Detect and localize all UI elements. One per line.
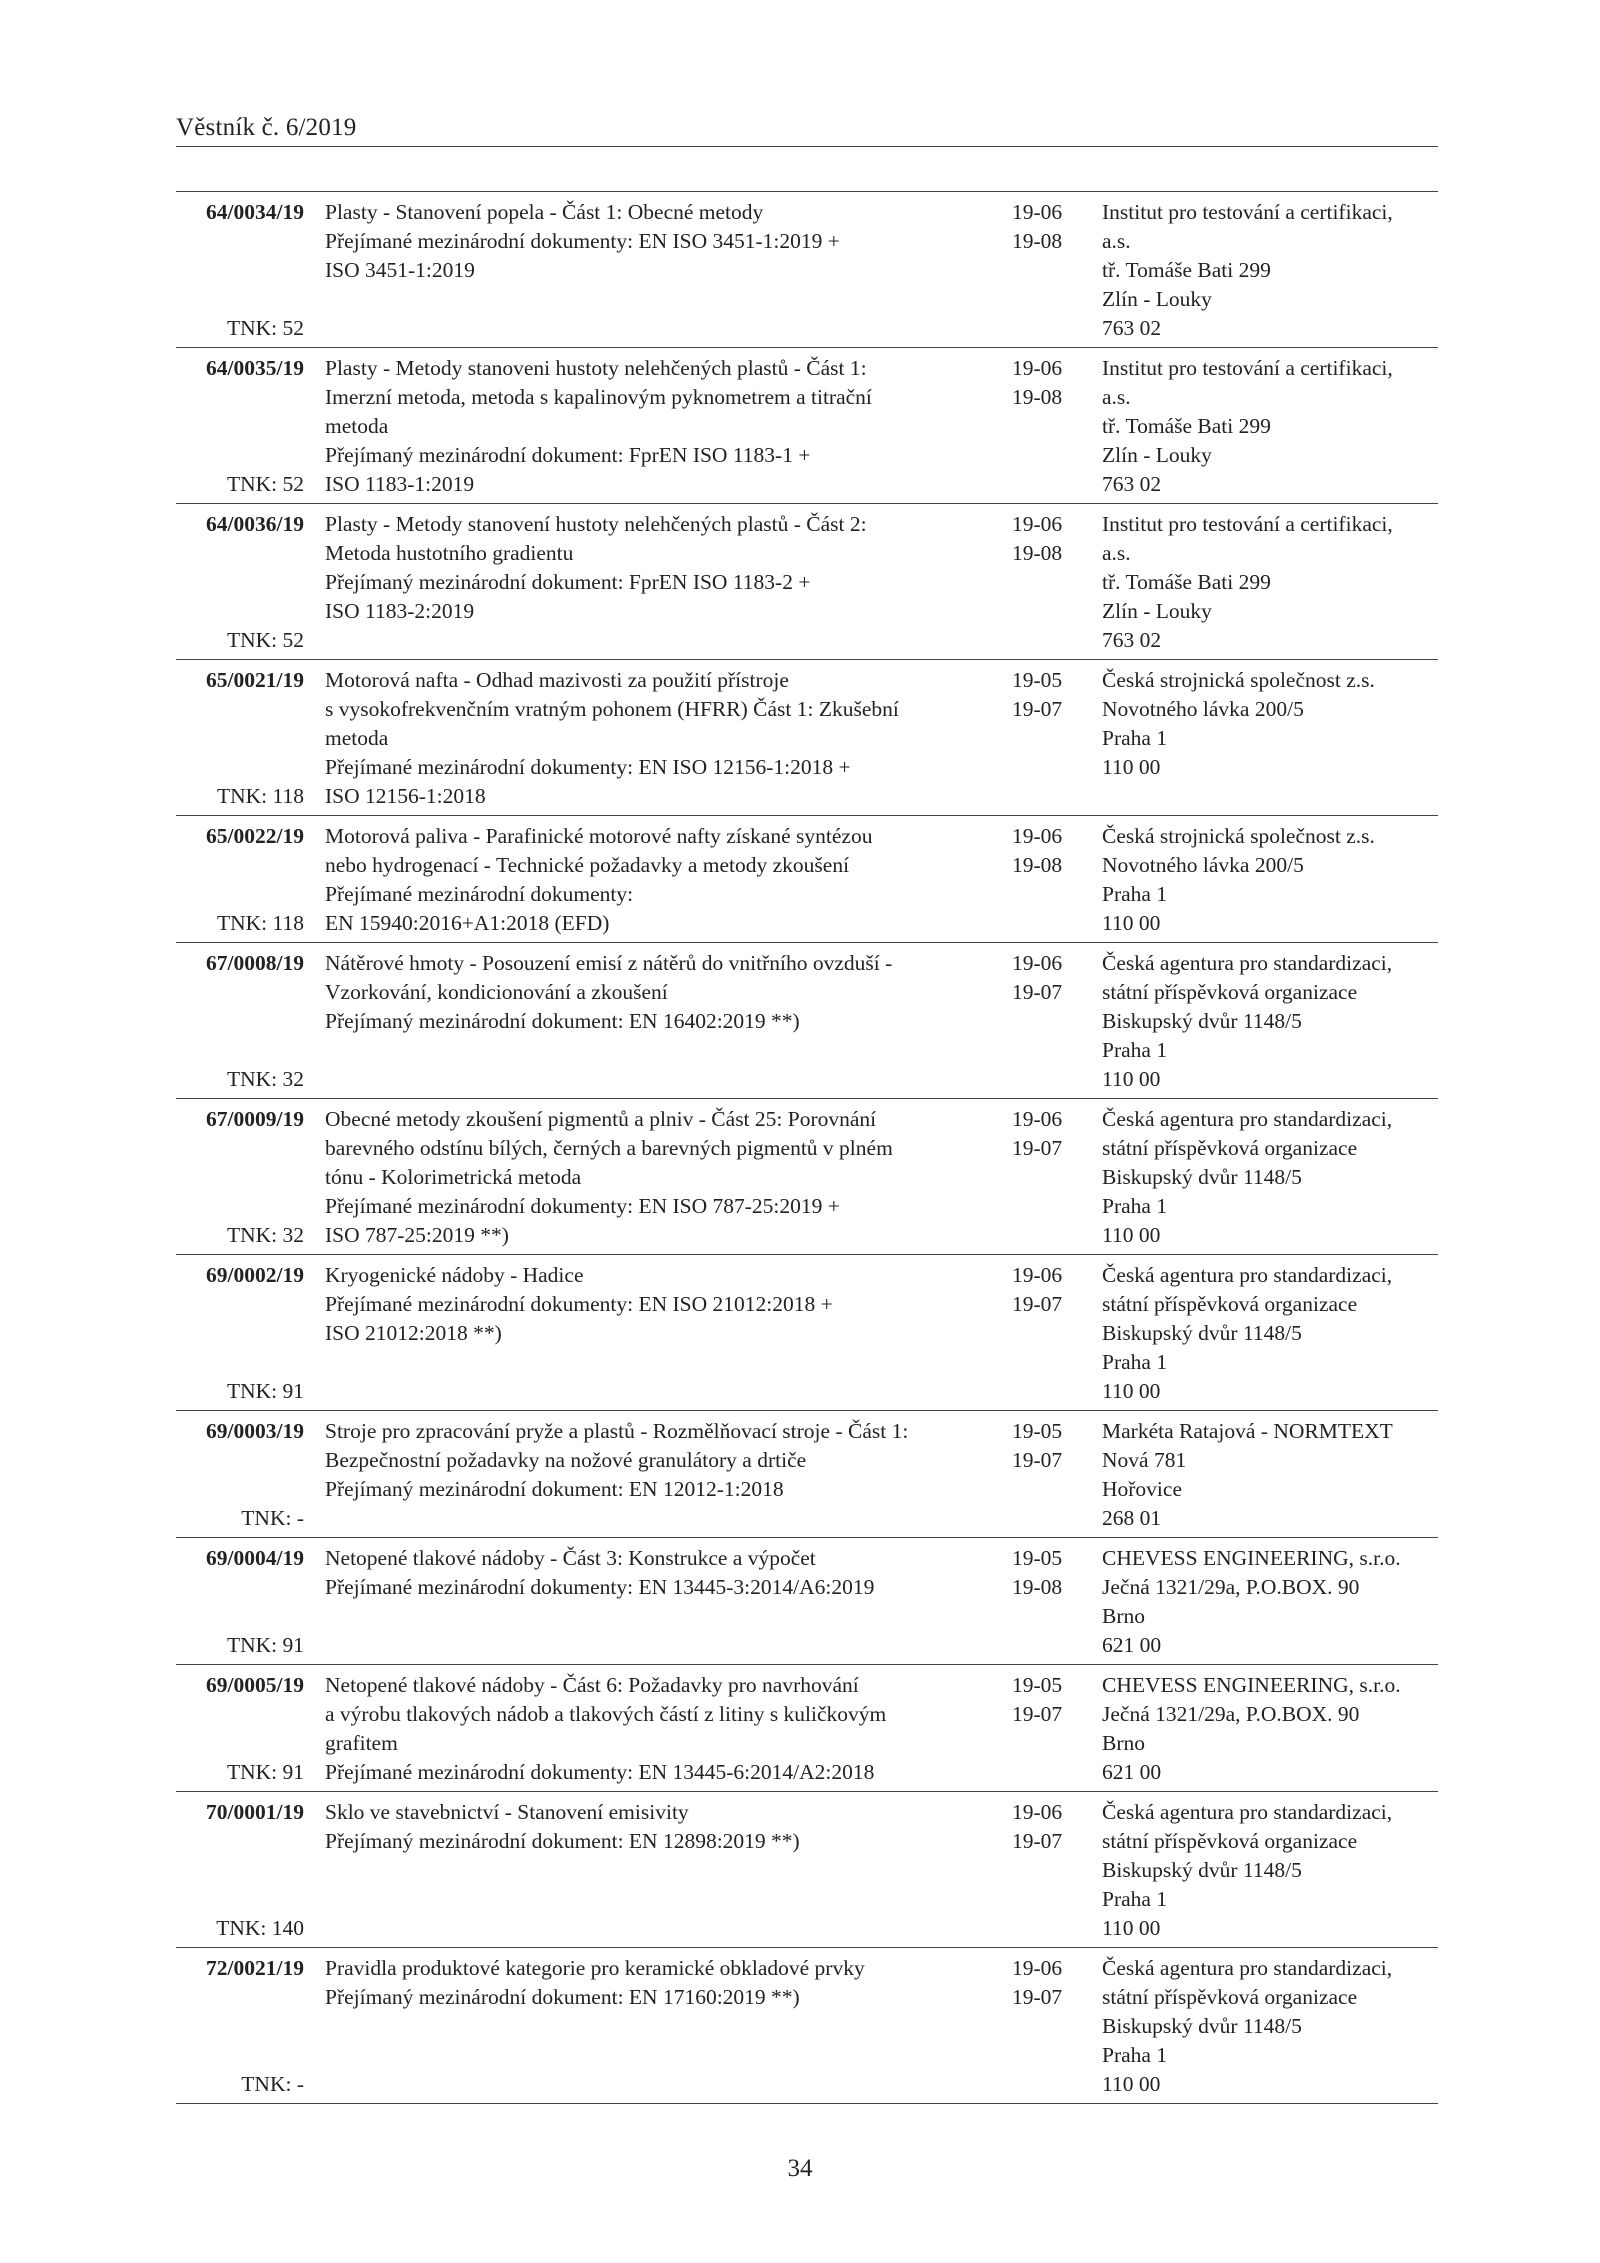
organization-line: Institut pro testování a certifikaci, — [1102, 200, 1393, 224]
description-line: a výrobu tlakových nádob a tlakových částí z litiny s kuličkovým — [325, 1702, 887, 1726]
organization-line: Hořovice — [1102, 1477, 1182, 1501]
description-cell — [325, 348, 995, 503]
description-cell — [325, 1538, 995, 1606]
date-line: 19-06 — [1012, 200, 1063, 224]
organization-line: 110 00 — [1102, 2072, 1161, 2096]
organization-line: Biskupský dvůr 1148/5 — [1102, 1321, 1302, 1345]
row-id-cell — [176, 1105, 304, 1250]
description-line: Stroje pro zpracování pryže a plastů - Rozmělňovací stroje - Část 1: — [325, 1419, 909, 1443]
date-line: 19-06 — [1012, 824, 1063, 848]
description-cell — [325, 660, 995, 815]
tnk-label: TNK: 32 — [226, 1067, 304, 1091]
description-line: barevného odstínu bílých, černých a barevných pigmentů v plném — [325, 1136, 893, 1160]
organization-cell — [1102, 822, 1442, 938]
organization-line: 110 00 — [1102, 755, 1161, 779]
description-cell — [325, 1665, 995, 1791]
organization-line: Ječná 1321/29a, P.O.BOX. 90 — [1102, 1575, 1360, 1599]
organization-cell — [1102, 1798, 1442, 1943]
description-line: Přejímaný mezinárodní dokument: EN 12898:2019 **) — [325, 1829, 800, 1853]
description-line: Motorová paliva - Parafinické motorové nafty získané syntézou — [325, 824, 873, 848]
organization-line: Praha 1 — [1102, 1038, 1168, 1062]
organization-cell — [1102, 354, 1442, 499]
organization-line: státní příspěvková organizace — [1102, 1829, 1358, 1853]
table-row — [176, 660, 1438, 816]
description-cell — [325, 1411, 995, 1508]
table-row — [176, 1665, 1438, 1792]
standards-table — [176, 191, 1438, 2104]
dates-cell — [1012, 1671, 1082, 1729]
organization-line: Česká agentura pro standardizaci, — [1102, 951, 1393, 975]
dates-cell — [1012, 1105, 1082, 1163]
date-line: 19-08 — [1012, 385, 1063, 409]
description-line: Přejímané mezinárodní dokumenty: — [325, 882, 634, 906]
tnk-label: TNK: 118 — [217, 911, 304, 935]
organization-line: 110 00 — [1102, 911, 1161, 935]
tnk-label: TNK: 91 — [226, 1633, 304, 1657]
row-id-cell — [176, 1671, 304, 1787]
organization-line: Zlín - Louky — [1102, 287, 1212, 311]
description-line: Přejímané mezinárodní dokumenty: EN ISO 21012:2018 + — [325, 1292, 833, 1316]
organization-line: 763 02 — [1102, 316, 1162, 340]
description-line: grafitem — [325, 1731, 398, 1755]
organization-line: Biskupský dvůr 1148/5 — [1102, 2014, 1302, 2038]
organization-line: Praha 1 — [1102, 2043, 1168, 2067]
organization-line: Česká agentura pro standardizaci, — [1102, 1107, 1393, 1131]
organization-line: 110 00 — [1102, 1916, 1161, 1940]
organization-cell — [1102, 1671, 1442, 1787]
table-row — [176, 1411, 1438, 1538]
organization-line: Novotného lávka 200/5 — [1102, 853, 1304, 877]
standard-number: 65/0021/19 — [206, 668, 304, 692]
organization-line: Zlín - Louky — [1102, 443, 1212, 467]
description-line: Přejímané mezinárodní dokumenty: EN ISO 787-25:2019 + — [325, 1194, 840, 1218]
description-line: nebo hydrogenací - Technické požadavky a metody zkoušení — [325, 853, 850, 877]
organization-line: Praha 1 — [1102, 1350, 1168, 1374]
organization-line: Česká agentura pro standardizaci, — [1102, 1800, 1393, 1824]
description-line: Přejímané mezinárodní dokumenty: EN 13445-3:2014/A6:2019 — [325, 1575, 875, 1599]
organization-cell — [1102, 666, 1442, 782]
dates-cell — [1012, 1261, 1082, 1319]
dates-cell — [1012, 354, 1082, 412]
organization-line: 110 00 — [1102, 1067, 1161, 1091]
organization-line: 763 02 — [1102, 472, 1162, 496]
dates-cell — [1012, 822, 1082, 880]
organization-cell — [1102, 1261, 1442, 1406]
date-line: 19-07 — [1012, 697, 1063, 721]
organization-line: Praha 1 — [1102, 1887, 1168, 1911]
standard-number: 67/0008/19 — [206, 951, 304, 975]
date-line: 19-06 — [1012, 1263, 1063, 1287]
row-id-cell — [176, 1798, 304, 1943]
standard-number: 64/0035/19 — [206, 356, 304, 380]
organization-line: Markéta Ratajová - NORMTEXT — [1102, 1419, 1393, 1443]
date-line: 19-05 — [1012, 1546, 1063, 1570]
organization-line: Praha 1 — [1102, 882, 1168, 906]
description-line: Přejímaný mezinárodní dokument: FprEN ISO 1183-1 + — [325, 443, 811, 467]
description-line: tónu - Kolorimetrická metoda — [325, 1165, 582, 1189]
row-id-cell — [176, 1261, 304, 1406]
table-row — [176, 943, 1438, 1099]
organization-line: Novotného lávka 200/5 — [1102, 697, 1304, 721]
organization-line: Česká agentura pro standardizaci, — [1102, 1956, 1393, 1980]
tnk-label: TNK: 52 — [226, 472, 304, 496]
table-row — [176, 192, 1438, 348]
description-cell — [325, 1099, 995, 1254]
description-cell — [325, 1255, 995, 1352]
description-cell — [325, 943, 995, 1040]
row-id-cell — [176, 1417, 304, 1533]
tnk-label: TNK: 32 — [226, 1223, 304, 1247]
organization-line: a.s. — [1102, 385, 1131, 409]
organization-line: státní příspěvková organizace — [1102, 1292, 1358, 1316]
organization-line: Biskupský dvůr 1148/5 — [1102, 1009, 1302, 1033]
description-line: Přejímané mezinárodní dokumenty: EN ISO 12156-1:2018 + — [325, 755, 851, 779]
dates-cell — [1012, 1417, 1082, 1475]
dates-cell — [1012, 1954, 1082, 2012]
description-line: Přejímané mezinárodní dokumenty: EN 13445-6:2014/A2:2018 — [325, 1760, 875, 1784]
organization-line: Brno — [1102, 1731, 1145, 1755]
organization-line: Česká strojnická společnost z.s. — [1102, 824, 1375, 848]
tnk-label: TNK: 91 — [226, 1760, 304, 1784]
organization-line: tř. Tomáše Bati 299 — [1102, 258, 1271, 282]
tnk-label: TNK: 52 — [226, 316, 304, 340]
tnk-label: TNK: 118 — [217, 784, 304, 808]
dates-cell — [1012, 949, 1082, 1007]
description-line: Netopené tlakové nádoby - Část 3: Konstrukce a výpočet — [325, 1546, 816, 1570]
date-line: 19-08 — [1012, 853, 1063, 877]
organization-line: a.s. — [1102, 229, 1131, 253]
organization-line: Praha 1 — [1102, 1194, 1168, 1218]
description-line: Imerzní metoda, metoda s kapalinovým pyknometrem a titrační — [325, 385, 872, 409]
organization-line: Zlín - Louky — [1102, 599, 1212, 623]
date-line: 19-07 — [1012, 1136, 1063, 1160]
dates-cell — [1012, 510, 1082, 568]
row-id-cell — [176, 1544, 304, 1660]
date-line: 19-07 — [1012, 1829, 1063, 1853]
organization-line: Nová 781 — [1102, 1448, 1187, 1472]
description-line: Přejímané mezinárodní dokumenty: EN ISO 3451-1:2019 + — [325, 229, 840, 253]
organization-line: Institut pro testování a certifikaci, — [1102, 356, 1393, 380]
description-line: Plasty - Metody stanoveni hustoty nelehčených plastů - Část 1: — [325, 356, 867, 380]
tnk-label: TNK: - — [241, 1506, 304, 1530]
organization-line: Ječná 1321/29a, P.O.BOX. 90 — [1102, 1702, 1360, 1726]
description-line: Netopené tlakové nádoby - Část 6: Požadavky pro navrhování — [325, 1673, 859, 1697]
table-row — [176, 348, 1438, 504]
standard-number: 69/0003/19 — [206, 1419, 304, 1443]
row-id-cell — [176, 354, 304, 499]
journal-title: Věstník č. 6/2019 — [176, 114, 357, 141]
date-line: 19-05 — [1012, 1673, 1063, 1697]
organization-line: Česká agentura pro standardizaci, — [1102, 1263, 1393, 1287]
description-line: ISO 3451-1:2019 — [325, 258, 475, 282]
organization-cell — [1102, 1417, 1442, 1533]
row-id-cell — [176, 1954, 304, 2099]
organization-line: 621 00 — [1102, 1633, 1162, 1657]
table-row — [176, 1792, 1438, 1948]
organization-line: 763 02 — [1102, 628, 1162, 652]
tnk-label: TNK: 91 — [226, 1379, 304, 1403]
organization-line: státní příspěvková organizace — [1102, 1136, 1358, 1160]
organization-cell — [1102, 1954, 1442, 2099]
description-line: Plasty - Metody stanovení hustoty nelehčených plastů - Část 2: — [325, 512, 867, 536]
description-line: metoda — [325, 414, 389, 438]
description-line: metoda — [325, 726, 389, 750]
description-cell — [325, 504, 995, 630]
date-line: 19-08 — [1012, 541, 1063, 565]
organization-line: 268 01 — [1102, 1506, 1162, 1530]
tnk-label: TNK: 52 — [226, 628, 304, 652]
date-line: 19-05 — [1012, 1419, 1063, 1443]
description-line: ISO 12156-1:2018 — [325, 784, 486, 808]
standard-number: 64/0034/19 — [206, 200, 304, 224]
description-line: Sklo ve stavebnictví - Stanovení emisivity — [325, 1800, 689, 1824]
description-line: Kryogenické nádoby - Hadice — [325, 1263, 584, 1287]
table-row — [176, 504, 1438, 660]
organization-line: CHEVESS ENGINEERING, s.r.o. — [1102, 1546, 1401, 1570]
organization-cell — [1102, 198, 1442, 343]
standard-number: 69/0002/19 — [206, 1263, 304, 1287]
description-line: Metoda hustotního gradientu — [325, 541, 574, 565]
organization-line: státní příspěvková organizace — [1102, 1985, 1358, 2009]
date-line: 19-07 — [1012, 1985, 1063, 2009]
description-line: ISO 1183-1:2019 — [325, 472, 475, 496]
organization-line: CHEVESS ENGINEERING, s.r.o. — [1102, 1673, 1401, 1697]
standard-number: 65/0022/19 — [206, 824, 304, 848]
date-line: 19-07 — [1012, 1292, 1063, 1316]
organization-line: 110 00 — [1102, 1223, 1161, 1247]
description-cell — [325, 1948, 995, 2016]
table-row — [176, 1099, 1438, 1255]
description-line: Přejímaný mezinárodní dokument: EN 16402:2019 **) — [325, 1009, 800, 1033]
row-id-cell — [176, 198, 304, 343]
page-header — [176, 108, 1438, 147]
row-id-cell — [176, 666, 304, 811]
organization-cell — [1102, 949, 1442, 1094]
dates-cell — [1012, 1544, 1082, 1602]
table-row — [176, 1255, 1438, 1411]
organization-line: Institut pro testování a certifikaci, — [1102, 512, 1393, 536]
description-line: Nátěrové hmoty - Posouzení emisí z nátěrů do vnitřního ovzduší - — [325, 951, 893, 975]
description-line: ISO 21012:2018 **) — [325, 1321, 502, 1345]
date-line: 19-06 — [1012, 1800, 1063, 1824]
organization-cell — [1102, 1105, 1442, 1250]
standard-number: 69/0005/19 — [206, 1673, 304, 1697]
standard-number: 72/0021/19 — [206, 1956, 304, 1980]
row-id-cell — [176, 510, 304, 655]
date-line: 19-06 — [1012, 1107, 1063, 1131]
tnk-label: TNK: 140 — [216, 1916, 304, 1940]
date-line: 19-06 — [1012, 512, 1063, 536]
organization-line: 110 00 — [1102, 1379, 1161, 1403]
table-row — [176, 1948, 1438, 2104]
description-cell — [325, 1792, 995, 1860]
standard-number: 67/0009/19 — [206, 1107, 304, 1131]
standard-number: 70/0001/19 — [206, 1800, 304, 1824]
page-number: 34 — [787, 2155, 813, 2182]
description-line: Bezpečnostní požadavky na nožové granulátory a drtiče — [325, 1448, 807, 1472]
tnk-label: TNK: - — [241, 2072, 304, 2096]
description-line: ISO 787-25:2019 **) — [325, 1223, 509, 1247]
date-line: 19-07 — [1012, 980, 1063, 1004]
organization-line: Brno — [1102, 1604, 1145, 1628]
date-line: 19-05 — [1012, 668, 1063, 692]
organization-cell — [1102, 1544, 1442, 1660]
organization-cell — [1102, 510, 1442, 655]
date-line: 19-06 — [1012, 1956, 1063, 1980]
dates-cell — [1012, 666, 1082, 724]
row-id-cell — [176, 949, 304, 1094]
organization-line: tř. Tomáše Bati 299 — [1102, 570, 1271, 594]
description-line: Plasty - Stanovení popela - Část 1: Obecné metody — [325, 200, 764, 224]
description-line: Přejímaný mezinárodní dokument: FprEN ISO 1183-2 + — [325, 570, 811, 594]
date-line: 19-06 — [1012, 951, 1063, 975]
standard-number: 69/0004/19 — [206, 1546, 304, 1570]
table-row — [176, 1538, 1438, 1665]
description-line: Vzorkování, kondicionování a zkoušení — [325, 980, 668, 1004]
organization-line: a.s. — [1102, 541, 1131, 565]
organization-line: tř. Tomáše Bati 299 — [1102, 414, 1271, 438]
description-line: Přejímaný mezinárodní dokument: EN 12012-1:2018 — [325, 1477, 784, 1501]
description-line: Obecné metody zkoušení pigmentů a plniv - Část 25: Porovnání — [325, 1107, 877, 1131]
description-cell — [325, 192, 995, 289]
description-line: s vysokofrekvenčním vratným pohonem (HFRR) Část 1: Zkušební — [325, 697, 899, 721]
standard-number: 64/0036/19 — [206, 512, 304, 536]
table-row — [176, 816, 1438, 943]
date-line: 19-08 — [1012, 1575, 1063, 1599]
date-line: 19-06 — [1012, 356, 1063, 380]
organization-line: Biskupský dvůr 1148/5 — [1102, 1858, 1302, 1882]
date-line: 19-07 — [1012, 1448, 1063, 1472]
description-line: Motorová nafta - Odhad mazivosti za použití přístroje — [325, 668, 789, 692]
dates-cell — [1012, 198, 1082, 256]
dates-cell — [1012, 1798, 1082, 1856]
description-line: Přejímaný mezinárodní dokument: EN 17160:2019 **) — [325, 1985, 800, 2009]
organization-line: Biskupský dvůr 1148/5 — [1102, 1165, 1302, 1189]
date-line: 19-07 — [1012, 1702, 1063, 1726]
description-cell — [325, 816, 995, 942]
description-line: EN 15940:2016+A1:2018 (EFD) — [325, 911, 610, 935]
organization-line: Praha 1 — [1102, 726, 1168, 750]
organization-line: státní příspěvková organizace — [1102, 980, 1358, 1004]
description-line: ISO 1183-2:2019 — [325, 599, 475, 623]
organization-line: 621 00 — [1102, 1760, 1162, 1784]
description-line: Pravidla produktové kategorie pro keramické obkladové prvky — [325, 1956, 865, 1980]
organization-line: Česká strojnická společnost z.s. — [1102, 668, 1375, 692]
row-id-cell — [176, 822, 304, 938]
date-line: 19-08 — [1012, 229, 1063, 253]
